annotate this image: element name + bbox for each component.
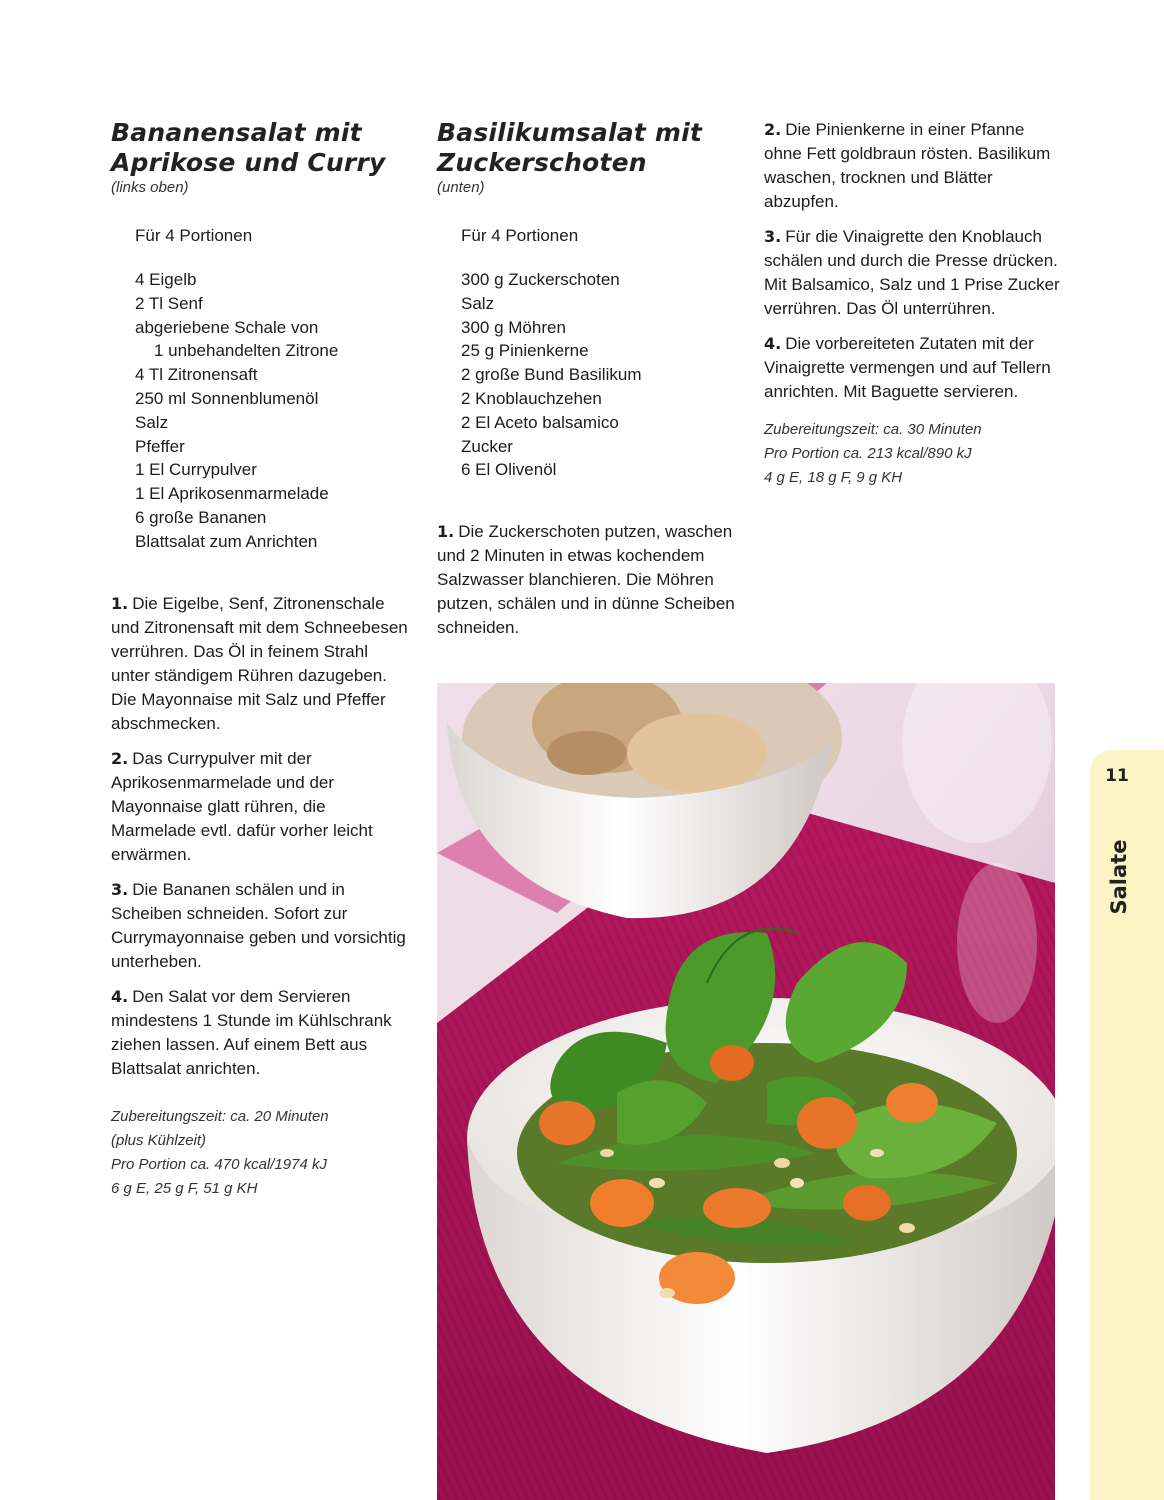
instruction-steps	[764, 118, 1064, 404]
recipe-basilikumsalat	[437, 118, 737, 651]
nutrition-info	[111, 1105, 411, 1201]
ingredient: Salz	[461, 293, 495, 313]
recipe-subtitle: (links oben)	[111, 179, 189, 196]
instruction-steps	[437, 520, 737, 640]
ingredient: 1 El Currypulver	[135, 460, 257, 480]
ingredient: 300 g Möhren	[461, 317, 566, 337]
section-tab	[1090, 750, 1164, 1500]
step: 3. Für die Vinaigrette den Knoblauch schälen und durch die Presse drücken. Mit Balsamico, Salz und 1 Prise Zucker verrühren. Das Öl unterrühren.	[764, 227, 1060, 318]
calories: Pro Portion ca. 213 kcal/890 kJ	[764, 445, 972, 462]
portions: Für 4 Portionen	[461, 226, 579, 245]
ingredient: 4 Tl Zitronensaft	[135, 365, 258, 385]
prep-time: Zubereitungszeit: ca. 30 Minuten	[764, 421, 982, 438]
ingredient: 2 Tl Senf	[135, 293, 203, 313]
ingredient: Blattsalat zum Anrichten	[135, 531, 318, 551]
nutrition-info	[764, 418, 1064, 490]
ingredient: 1 El Aprikosenmarmelade	[135, 484, 329, 504]
calories: Pro Portion ca. 470 kcal/1974 kJ	[111, 1155, 327, 1173]
ingredient: 2 große Bund Basilikum	[461, 365, 642, 385]
recipe-title	[437, 118, 737, 178]
step: 2. Die Pinienkerne in einer Pfanne ohne Fett goldbraun rösten. Basilikum waschen, trocknen und Blätter abzupfen.	[764, 120, 1051, 211]
ingredient: abgeriebene Schale von	[135, 317, 319, 337]
step: 3. Die Bananen schälen und in Scheiben schneiden. Sofort zur Currymayonnaise geben und vorsichtig unterheben.	[111, 879, 406, 971]
ingredient: 4 Eigelb	[135, 270, 197, 289]
step: 4. Die vorbereiteten Zutaten mit der Vinaigrette vermengen und auf Tellern anrichten. Mit Baguette servieren.	[764, 334, 1051, 401]
ingredient: 300 g Zuckerschoten	[461, 270, 620, 289]
salad-photo	[437, 683, 1055, 1500]
step: 1. Die Eigelbe, Senf, Zitronenschale und Zitronensaft mit dem Schneebesen verrühren. Das Öl in feinem Strahl unter ständigem Rühren dazugeben. Die Mayonnaise mit Salz und Pfeffer abschmecken.	[111, 593, 408, 733]
ingredient: Zucker	[461, 436, 513, 456]
step: 2. Das Currypulver mit der Aprikosenmarmelade und der Mayonnaise glatt rühren, die Marmelade evtl. dafür vorher leicht erwärmen.	[111, 748, 373, 864]
ingredient: 6 El Olivenöl	[461, 460, 557, 480]
ingredient: 2 Knoblauchzehen	[461, 388, 602, 408]
ingredient: Pfeffer	[135, 436, 185, 456]
recipe-bananensalat	[111, 118, 411, 1201]
ingredient-list	[461, 268, 737, 482]
title-line-2: Aprikose und Curry	[111, 148, 386, 177]
ingredient: 25 g Pinienkerne	[461, 341, 589, 361]
step: 4. Den Salat vor dem Servieren mindestens 1 Stunde im Kühlschrank ziehen lassen. Auf einem Bett aus Blattsalat anrichten.	[111, 986, 392, 1078]
ingredient: 6 große Bananen	[135, 507, 267, 527]
ingredient-list	[135, 268, 411, 554]
recipe-title	[111, 118, 411, 178]
ingredient: 2 El Aceto balsamico	[461, 412, 619, 432]
ingredient: Salz	[135, 412, 169, 432]
title-line-2: Zuckerschoten	[437, 148, 647, 177]
macros: 6 g E, 25 g F, 51 g KH	[111, 1179, 258, 1197]
recipe-subtitle: (unten)	[437, 179, 485, 196]
step: 1. Die Zuckerschoten putzen, waschen und 2 Minuten in etwas kochendem Salzwasser blanchieren. Die Möhren putzen, schälen und in dünne Scheiben schneiden.	[437, 522, 735, 638]
portions: Für 4 Portionen	[135, 226, 253, 245]
salad-illustration	[437, 683, 1055, 1500]
prep-time-note: (plus Kühlzeit)	[111, 1131, 207, 1149]
instruction-steps	[111, 592, 411, 1081]
section-label: Salate	[1107, 839, 1131, 915]
title-line-1: Bananensalat mit	[111, 118, 362, 147]
ingredient: 250 ml Sonnenblumenöl	[135, 388, 319, 408]
recipe-basilikumsalat-continued	[764, 118, 1064, 490]
title-line-1: Basilikumsalat mit	[437, 118, 703, 147]
page-number: 11	[1105, 766, 1129, 786]
prep-time: Zubereitungszeit: ca. 20 Minuten	[111, 1107, 329, 1125]
macros: 4 g E, 18 g F, 9 g KH	[764, 469, 903, 486]
ingredient: 1 unbehandelten Zitrone	[154, 341, 339, 361]
